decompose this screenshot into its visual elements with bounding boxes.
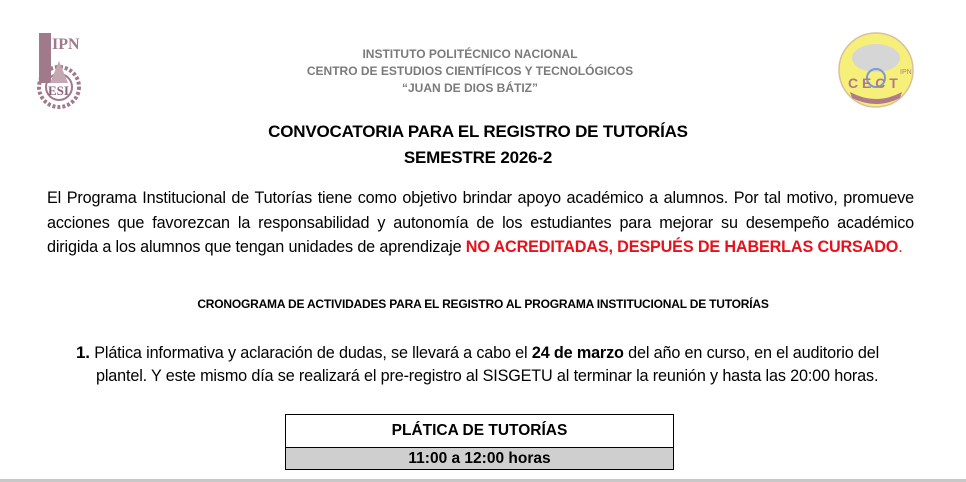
talk-schedule-table (285, 414, 674, 470)
item-line-2: plantel. Y este mismo día se realizará el pre-registro al SISGETU al terminar la reunión y hasta las 20:00 horas. (96, 367, 879, 385)
item-text-before: Plática informativa y aclaración de dudas, se llevará a cabo el (89, 344, 532, 362)
institution-name: INSTITUTO POLITÉCNICO NACIONAL (362, 47, 578, 61)
intro-text: El Programa Institucional de Tutorías tiene como objetivo brindar apoyo académico a alumnos. Por tal motivo, promueve acciones que favorezcan la responsabilidad y autonomía de los estudiantes para mejorar su desempeño académico dirigida a los alumnos que tengan unidades de aprendizaje (47, 189, 914, 256)
item-text-after: del año en curso, en el auditorio del (623, 344, 880, 362)
svg-text:IPN: IPN (52, 36, 80, 53)
list-item (76, 341, 936, 388)
item-number: 1. (76, 343, 90, 362)
institution-header (0, 46, 940, 97)
title-line-2: SEMESTRE 2026-2 (403, 148, 553, 167)
table-time: 11:00 a 12:00 horas (286, 448, 674, 470)
table-header: PLÁTICA DE TUTORÍAS (286, 415, 674, 448)
svg-text:C E C T: C E C T (848, 75, 898, 91)
intro-highlight: NO ACREDITADAS, DESPUÉS DE HABERLAS CURSADO (465, 238, 899, 256)
title-line-1: CONVOCATORIA PARA EL REGISTRO DE TUTORÍAS (268, 122, 688, 141)
intro-end: . (898, 238, 903, 256)
schedule-heading: CRONOGRAMA DE ACTIVIDADES PARA EL REGISTRO AL PROGRAMA INSTITUCIONAL DE TUTORÍAS (197, 297, 769, 311)
center-name: CENTRO DE ESTUDIOS CIENTÍFICOS Y TECNOLÓGICOS (306, 64, 634, 78)
document-title (0, 119, 956, 171)
school-name: “JUAN DE DIOS BÁTIZ” (401, 81, 538, 95)
svg-text:ESI: ESI (48, 83, 69, 98)
item-date: 24 de marzo (531, 344, 624, 362)
intro-paragraph (47, 186, 914, 260)
svg-text:IPN: IPN (900, 69, 912, 76)
